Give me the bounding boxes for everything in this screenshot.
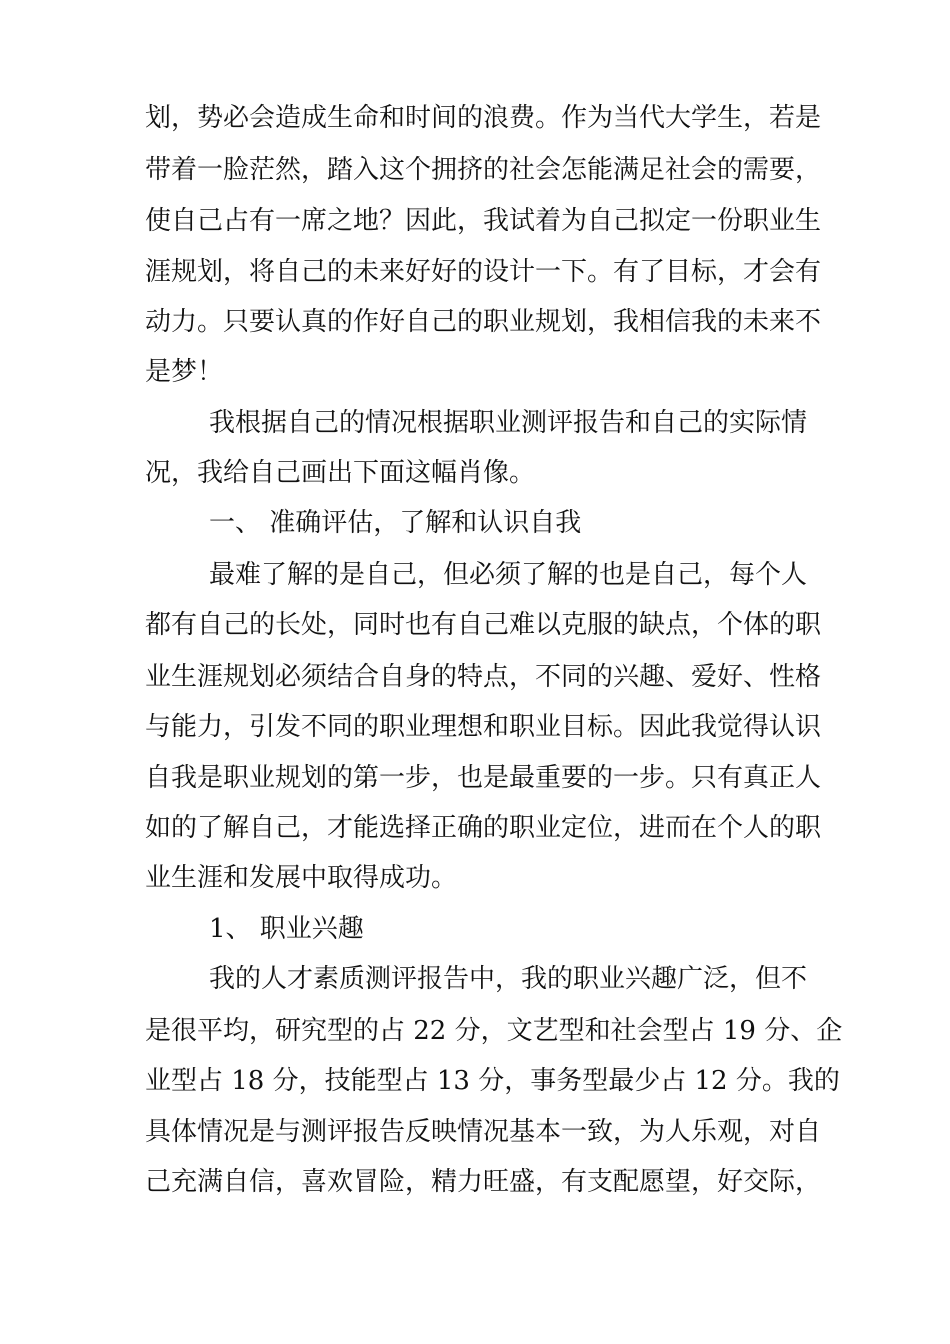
text-line: 是梦！ [145, 357, 224, 387]
text-line: 是很平均，研究型的占 22 分，文艺型和社会型占 19 分、企 [145, 1016, 843, 1046]
text-line: 动力。只要认真的作好自己的职业规划，我相信我的未来不 [145, 307, 822, 337]
subsection-heading: 1、 职业兴趣 [209, 914, 364, 944]
text-line: 业生涯规划必须结合自身的特点，不同的兴趣、爱好、性格 [145, 662, 822, 692]
text-line: 都有自己的长处，同时也有自己难以克服的缺点，个体的职 [145, 610, 822, 640]
text-line: 自我是职业规划的第一步，也是最重要的一步。只有真正人 [145, 763, 822, 793]
text-line: 涯规划，将自己的未来好好的设计一下。有了目标，才会有 [145, 257, 822, 287]
text-line: 业型占 18 分，技能型占 13 分，事务型最少占 12 分。我的 [145, 1066, 840, 1096]
text-line: 带着一脸茫然，踏入这个拥挤的社会怎能满足社会的需要， [145, 155, 822, 185]
section-heading: 一、 准确评估，了解和认识自我 [209, 508, 582, 538]
text-line: 如的了解自己，才能选择正确的职业定位，进而在个人的职 [145, 813, 822, 843]
paragraph-first-line: 我的人才素质测评报告中，我的职业兴趣广泛，但不 [209, 964, 808, 994]
text-line: 己充满自信，喜欢冒险，精力旺盛，有支配愿望，好交际， [145, 1167, 822, 1197]
paragraph-first-line: 最难了解的是自己，但必须了解的也是自己，每个人 [209, 560, 808, 590]
text-line: 与能力，引发不同的职业理想和职业目标。因此我觉得认识 [145, 712, 822, 742]
paragraph-first-line: 我根据自己的情况根据职业测评报告和自己的实际情 [209, 408, 808, 438]
text-line: 具体情况是与测评报告反映情况基本一致，为人乐观，对自 [145, 1117, 822, 1147]
text-line: 使自己占有一席之地？因此，我试着为自己拟定一份职业生 [145, 206, 822, 236]
text-line: 划，势必会造成生命和时间的浪费。作为当代大学生，若是 [145, 103, 822, 133]
text-line: 况，我给自己画出下面这幅肖像。 [145, 458, 536, 488]
text-line: 业生涯和发展中取得成功。 [145, 863, 458, 893]
